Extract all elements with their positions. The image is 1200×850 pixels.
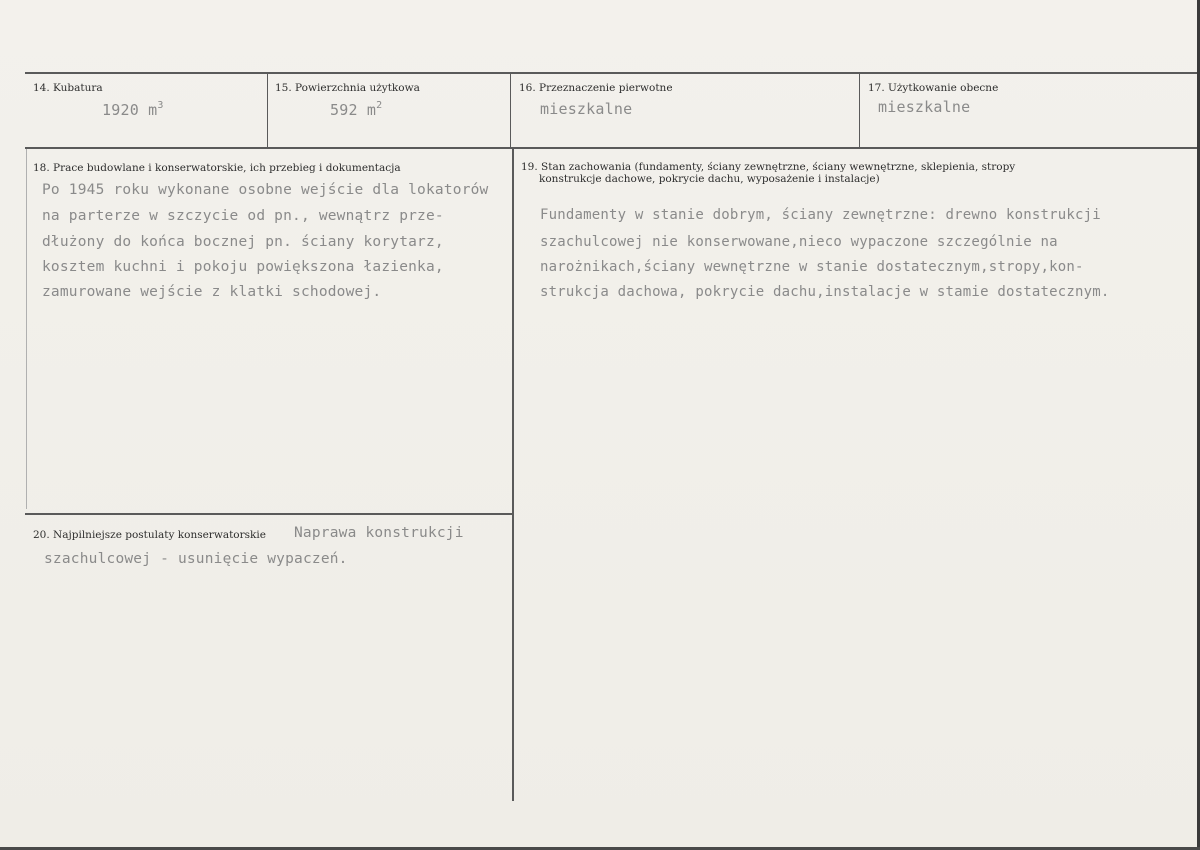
prace-line-5: zamurowane wejście z klatki schodowej.: [42, 284, 382, 300]
uzytkowanie-value: mieszkalne: [878, 98, 971, 116]
divider-14-15: [267, 74, 268, 147]
prace-line-4: kosztem kuchni i pokoju powiększona łazienka,: [42, 259, 444, 275]
prace-line-1: Po 1945 roku wykonane osobne wejście dla lokatorów: [42, 182, 489, 198]
divider-16-17: [859, 74, 860, 147]
przeznaczenie-value: mieszkalne: [540, 100, 633, 118]
kubatura-value: [102, 100, 164, 119]
stan-line-1: Fundamenty w stanie dobrym, ściany zewnętrzne: drewno konstrukcji: [540, 207, 1101, 223]
kubatura-label: 14. Kubatura: [33, 82, 103, 94]
header-bottom-rule: [25, 147, 1197, 149]
postulaty-line-1: Naprawa konstrukcji: [294, 525, 464, 541]
prace-line-2: na parterze w szczycie od pn., wewnątrz prze-: [42, 208, 444, 224]
stan-line-2: szachulcowej nie konserwowane,nieco wypaczone szczególnie na: [540, 234, 1058, 250]
kubatura-exponent: 3: [157, 100, 164, 111]
uzytkowanie-label: 17. Użytkowanie obecne: [868, 82, 999, 94]
stan-label-line-1: 19. Stan zachowania (fundamenty, ściany zewnętrzne, ściany wewnętrzne, sklepienia, stropy: [521, 161, 1016, 173]
stan-label-line-2: konstrukcje dachowe, pokrycie dachu, wyposażenie i instalacje): [539, 173, 880, 185]
section-18-20-rule: [25, 513, 512, 515]
left-margin-line: [26, 149, 27, 509]
przeznaczenie-label: 16. Przeznaczenie pierwotne: [519, 82, 673, 94]
powierzchnia-number: 592 m: [330, 101, 377, 119]
stan-line-3: narożnikach,ściany wewnętrzne w stanie dostatecznym,stropy,kon-: [540, 259, 1084, 275]
prace-label: 18. Prace budowlane i konserwatorskie, ich przebieg i dokumentacja: [33, 162, 401, 174]
stan-line-4: strukcja dachowa, pokrycie dachu,instalacje w stamie dostatecznym.: [540, 284, 1110, 300]
powierzchnia-exponent: 2: [376, 100, 383, 111]
header-top-rule: [25, 72, 1197, 74]
postulaty-label: 20. Najpilniejsze postulaty konserwatorskie: [33, 529, 266, 541]
powierzchnia-label: 15. Powierzchnia użytkowa: [275, 82, 420, 94]
postulaty-line-2: szachulcowej - usunięcie wypaczeń.: [44, 551, 348, 567]
divider-main: [512, 149, 514, 801]
prace-line-3: dłużony do końca bocznej pn. ściany korytarz,: [42, 234, 444, 250]
powierzchnia-value: [330, 100, 382, 119]
kubatura-number: 1920 m: [102, 101, 158, 119]
divider-15-16: [510, 74, 511, 147]
